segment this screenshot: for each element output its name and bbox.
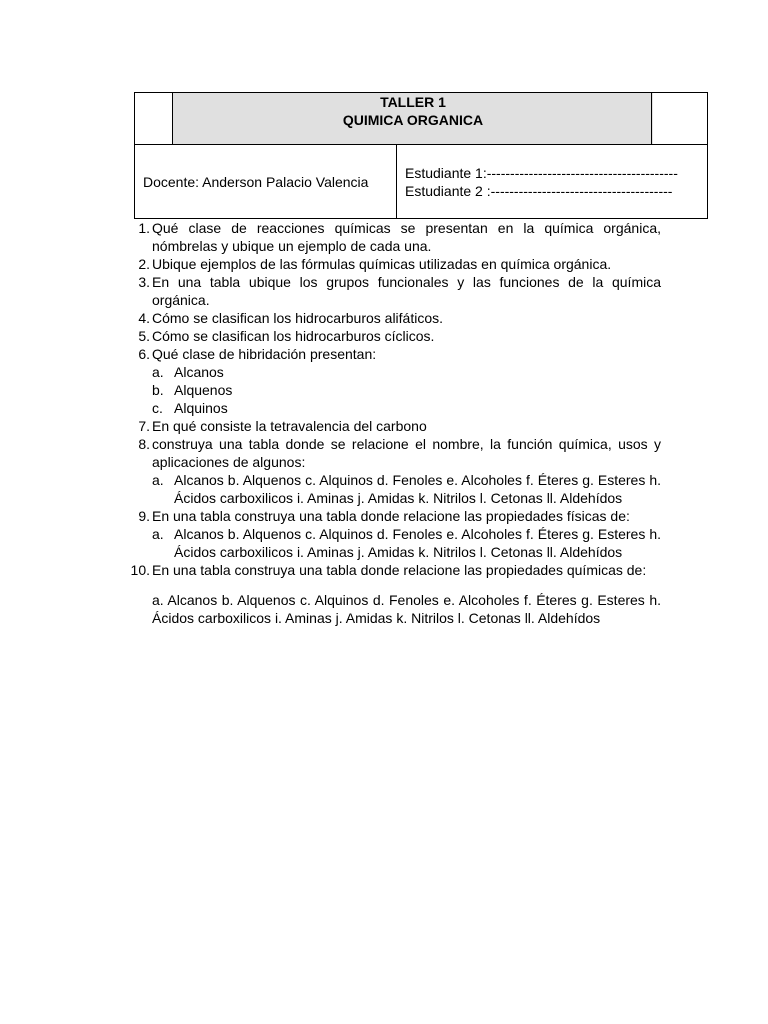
question-text: Qué clase de hibridación presentan:	[152, 346, 377, 362]
header-info-row	[134, 145, 708, 219]
spacer	[124, 579, 661, 591]
options-letter: a.	[152, 472, 164, 488]
sub-item-text: Alquenos	[174, 382, 233, 398]
sub-item-letter: b.	[152, 382, 164, 398]
question-number: 5.	[138, 328, 150, 344]
question-text: Ubique ejemplos de las fórmulas químicas utilizadas en química orgánica.	[152, 256, 612, 272]
question-number: 3.	[138, 274, 150, 290]
students-cell	[397, 145, 707, 218]
options-letter: a.	[152, 526, 164, 542]
question-item	[124, 309, 661, 327]
options-text: Alcanos b. Alquenos c. Alquinos d. Fenoles e. Alcoholes f. Éteres g. Esteres h. Ácidos carboxilicos i. Aminas j. Amidas k. Nitrilos l. Cetonas ll. Aldehídos	[174, 526, 661, 560]
question-text: Cómo se clasifican los hidrocarburos alifáticos.	[152, 310, 444, 326]
header-left-cell	[135, 93, 173, 144]
document-title: TALLER 1	[380, 94, 446, 110]
question-number: 1.	[138, 220, 150, 236]
sub-item-letter: a.	[152, 364, 164, 380]
sub-item	[124, 399, 661, 417]
question-item	[124, 561, 661, 579]
question-text: En qué consiste la tetravalencia del carbono	[152, 418, 427, 434]
question-text: Cómo se clasifican los hidrocarburos cíclicos.	[152, 328, 435, 344]
question-number: 8.	[138, 436, 150, 452]
question-text: En una tabla ubique los grupos funcionales y las funciones de la química orgánica.	[152, 274, 661, 308]
question-text: construya una tabla donde se relacione el nombre, la función química, usos y aplicaciones de algunos:	[152, 436, 661, 470]
question-list	[124, 219, 661, 627]
question-item	[124, 255, 661, 273]
document-subtitle: QUIMICA ORGANICA	[342, 112, 484, 128]
question-text: En una tabla construya una tabla donde relacione las propiedades químicas de:	[152, 562, 647, 578]
question-number: 9.	[138, 508, 150, 524]
docente-cell	[135, 145, 397, 218]
question-number: 10.	[130, 562, 150, 578]
question-item	[124, 273, 661, 309]
header-right-cell	[651, 93, 707, 144]
sub-item-letter: c.	[152, 400, 163, 416]
question-number: 4.	[138, 310, 150, 326]
question-number: 2.	[138, 256, 150, 272]
header-title-row	[134, 92, 708, 145]
question-item	[124, 435, 661, 471]
options-list	[124, 471, 661, 507]
question-item	[124, 327, 661, 345]
options-text: Alcanos b. Alquenos c. Alquinos d. Fenoles e. Alcoholes f. Éteres g. Esteres h. Ácidos carboxilicos i. Aminas j. Amidas k. Nitrilos l. Cetonas ll. Aldehídos	[174, 472, 661, 506]
question-item	[124, 219, 661, 255]
question-item	[124, 417, 661, 435]
sub-item-text: Alquinos	[174, 400, 228, 416]
question-text: Qué clase de reacciones químicas se presentan en la química orgánica, nómbrelas y ubique un ejemplo de cada una.	[152, 220, 661, 254]
question-item	[124, 345, 661, 363]
student-1-line: Estudiante 1:-----------------------------------------	[405, 165, 678, 181]
header-title-cell	[173, 93, 653, 144]
options-list	[124, 525, 661, 561]
question-number: 7.	[138, 418, 150, 434]
sub-item-text: Alcanos	[174, 364, 224, 380]
sub-item	[124, 363, 661, 381]
student-2-line: Estudiante 2 :---------------------------------------	[405, 183, 673, 199]
sub-item	[124, 381, 661, 399]
question-text: En una tabla construya una tabla donde relacione las propiedades físicas de:	[152, 508, 630, 524]
docente-label: Docente: Anderson Palacio Valencia	[143, 174, 369, 190]
options-paragraph: a. Alcanos b. Alquenos c. Alquinos d. Fenoles e. Alcoholes f. Éteres g. Esteres h. Ácidos carboxilicos i. Aminas j. Amidas k. Nitrilos l. Cetonas ll. Aldehídos	[152, 592, 661, 626]
question-item	[124, 507, 661, 525]
question-number: 6.	[138, 346, 150, 362]
